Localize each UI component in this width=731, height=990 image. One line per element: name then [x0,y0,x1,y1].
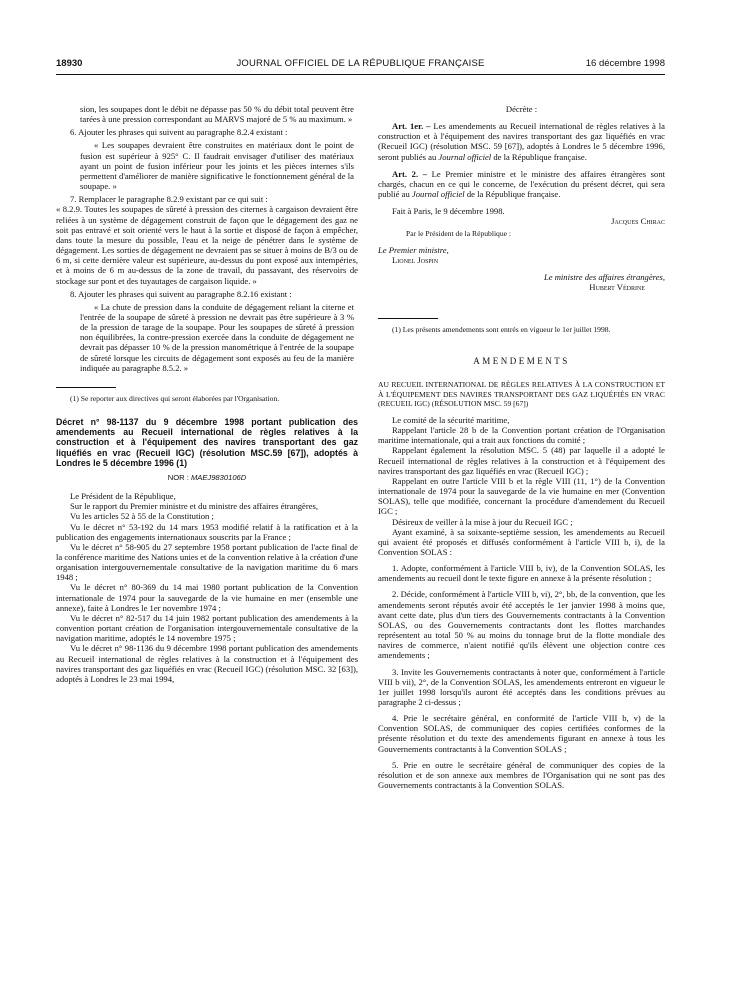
nor-label: NOR : [167,472,189,482]
operative-1: 1. Adopte, conformément à l'article VIII b, iv), de la Convention SOLAS, les amendements au recueil dont le texte figure en annexe à la présente résolution ; [378,563,665,584]
right-column [378,104,665,790]
journal-title: JOURNAL OFFICIEL DE LA RÉPUBLIQUE FRANÇAISE [236,58,485,69]
article-1: Art. 1er. – Les amendements au Recueil international de règles relatives à la construction et à l'équipement des navires transportant des gaz liquéfiés en vrac (Recueil IGC) (résolution MSC. 59 [67]), adoptés à Londres le 5 décembre 1996, seront publiés au Journal officiel de la République française. [378,121,665,162]
footnote-left: (1) Se reporter aux directives qui seront élaborées par l'Organisation. [70,393,280,403]
instruction-7: 7. Remplacer le paragraphe 8.2.9 existant par ce qui suit : [70,194,268,205]
nor-code: MAEJ9830106D [190,472,247,482]
article-2-label: Art. 2. – [392,168,428,179]
visa-decret-98-1136: Vu le décret n° 98-1136 du 9 décembre 1998 portant publication des amendements au Recueil international de règles relatives à la construction et à l'équipement des navires transportant des gaz liquéfiés en vrac (Recueil IGC) (résolution MSC. 32 [63]), adoptés à Londres le 23 mai 1994, [56,643,358,684]
nor-reference [56,473,358,483]
issue-date: 16 décembre 1998 [585,58,665,69]
footnote-right: (1) Les présents amendements sont entrés en vigueur le 1er juillet 1998. [392,325,611,335]
continued-paragraph: sion, les soupapes dont le débit ne dépasse pas 50 % du débit total peuvent être tarées à une pression correspondant au MARVS majoré de 5 % au maximum. » [80,104,354,125]
place-date: Fait à Paris, le 9 décembre 1998. [392,206,505,217]
recital-4: Désireux de veiller à la mise à jour du Recueil IGC ; [392,516,573,527]
recital-5: Ayant examiné, à sa soixante-septième session, les amendements au Recueil qui avaient été proposés et diffusés conformément à l'article VIII b, i), de la Convention SOLAS : [378,526,665,557]
article-1-label: Art. 1er. – [392,121,431,132]
operative-2: 2. Décide, conformément à l'article VIII b, vi), 2°, bb, de la convention, que les amendements seront réputés avoir été acceptés le 1er janvier 1998 à moins que, avant cette date, plus d'un tiers des Gouvernements contractants à la Convention SOLAS, ou des Gouvernements contractants dont les flottes marchandes représentent au total 50 % au moins du tonnage brut de la flotte mondiale des navires de commerce, n'aient notifié qu'ils élèvent une objection contre ces amendements ; [378,589,665,661]
page-number: 18930 [56,58,83,69]
decree-preamble: Le Président de la République, [70,491,176,502]
pm-title: Le Premier ministre, [378,244,449,255]
decree-title: Décret n° 98-1137 du 9 décembre 1998 portant publication des amendements au Recueil international de règles relatives à la construction et à l'équipement des navires transportant des gaz liquéfiés en vrac (Recueil IGC) (résolution MSC.59 [67]), adoptés à Londres le 5 décembre 1996 (1) [56,416,358,468]
visa-constitution: Vu les articles 52 à 55 de la Constitution ; [70,511,214,522]
operative-4: 4. Prie le secrétaire général, en conformité de l'article VIII b, v) de la Convention SOLAS, de communiquer des copies certifiées conformes de la présente résolution et du texte des amendements figurant en annexe à tous les Gouvernements contractants à la Convention SOLAS ; [378,713,665,754]
visa-report: Sur le rapport du Premier ministre et du ministre des affaires étrangères, [70,501,319,512]
amendments-title: AMENDEMENTS [473,356,570,367]
decrete-heading: Décrète : [505,104,538,114]
visa-decret-82-517: Vu le décret n° 82-517 du 14 juin 1982 portant publication des amendements à la convention portant création de l'organisation intergouvernementale consultative de la navigation maritime, adoptés le 14 novembre 1975 ; [56,612,358,644]
paragraph-8-2-9: « 8.2.9. Toutes les soupapes de sûreté à pression des citernes à cargaison devraient être reliées à un système de dégagement construit de façon que le dégagement des gaz ne soit pas entravé et soit orienté vers le haut à la sortie et disposé de façon à empêcher, dans toute la mesure du possible, l'eau et la neige de pénétrer dans le système de dégagement. Les sorties de dégagement ne devraient pas se situer à moins de B/3 ou de 6 m, si cette dernière valeur est supérieure, au-dessus du pont exposé aux intempéries, et à moins de 6 m au-dessus de la zone de travail, du passavant, des réservoirs de stockage sur pont et des tuyautages de cargaison liquide. » [56,204,358,286]
visa-decret-80-369: Vu le décret n° 80-369 du 14 mai 1980 portant publication de la Convention internationale de 1974 pour la sauvegarde de la vie humaine en mer (ensemble une annexe), faite à Londres le 1er novembre 1974 ; [56,582,358,613]
operative-5: 5. Prie en outre le secrétaire général de communiquer des copies de la résolution et de son annexe aux membres de l'Organisation qui ne sont pas des Gouvernements contractants à la Convention SOLAS. [378,759,665,791]
by-the-president: Par le Président de la République : [406,228,512,238]
visa-decret-53-192: Vu le décret n° 53-192 du 14 mars 1953 modifié relatif à la ratification et à la publication des engagements internationaux souscrits par la France ; [56,521,358,542]
signature-president: Jacques Chirac [611,216,665,227]
recital-3: Rappelant en outre l'article VIII b et la règle VIII (11, 1°) de la Convention internationale de 1974 pour la sauvegarde de la vie humaine en mer (Convention SOLAS), telle que modifiée, concernant la procédure d'amendement du Recueil IGC ; [378,475,665,517]
pm-name: Lionel Jospin [392,254,439,265]
committee-intro: Le comité de la sécurité maritime, [392,414,510,425]
operative-3: 3. Invite les Gouvernements contractants à noter que, conformément à l'article VIII b vii), 2°, de la Convention SOLAS, les amendements entreront en vigueur le 1er juillet 1998 lorsqu'ils auront été acceptés dans les conditions prévues au paragraphe 2 ci-dessus ; [378,666,665,708]
left-column [56,104,358,684]
page-header [56,58,665,72]
header-rule [56,74,665,75]
instruction-6: 6. Ajouter les phrases qui suivent au paragraphe 8.2.4 existant : [70,127,288,138]
amendments-subtitle: AU RECUEIL INTERNATIONAL DE RÈGLES RELATIVES À LA CONSTRUCTION ET À L'ÉQUIPEMENT DES NAVIRES TRANSPORTANT DES GAZ LIQUÉFIÉS EN VRAC (RECUEIL IGC) (RÉSOLUTION MSC. 59 [67]) [378,380,665,408]
quote-8-2-16: « La chute de pression dans la conduite de dégagement reliant la citerne et l'entrée de la soupape de sûreté à pression ne devrait pas être supérieure à 3 % de la pression de tarage de la soupape. Pour les soupapes de sûreté à pression non équilibrées, la contre-pression exercée dans la conduite de dégagement ne devrait pas dépasser 10 % de la pression manométrique à l'entrée de la soupape de sûreté lorsque les circuits de dégagement sont exposés au feu de la manière indiquée au paragraphe 8.5.2. » [80,301,354,373]
quote-8-2-4: « Les soupapes devraient être construites en matériaux dont le point de fusion est supérieur à 925° C. Il faudrait envisager d'utiliser des matériaux ayant un point de fusion inférieur pour les joints et les pièces internes s'ils permettent d'améliorer de manière significative le fonctionnement général de la soupape. » [80,140,354,192]
visa-decret-58-905: Vu le décret n° 58-905 du 27 septembre 1958 portant publication de l'acte final de la conférence maritime des Nations unies et de la convention relative à la création d'une organisation intergouvernementale consultative de la navigation maritime du 6 mars 1948 ; [56,541,358,583]
recital-1: Rappelant l'article 28 b de la Convention portant création de l'Organisation maritime internationale, qui a trait aux fonctions du comité ; [378,425,665,446]
instruction-8: 8. Ajouter les phrases qui suivent au paragraphe 8.2.16 existant : [70,288,292,299]
footnote-rule-right [378,318,438,319]
mae-title: Le ministre des affaires étrangères, [543,271,665,282]
footnote-rule [56,387,116,388]
mae-name: Hubert Védrine [589,282,645,293]
article-2: Art. 2. – Le Premier ministre et le ministre des affaires étrangères sont chargés, chacun en ce qui le concerne, de l'exécution du présent décret, qui sera publié au Journal officiel de la République française. [378,168,666,200]
recital-2: Rappelant également la résolution MSC. 5 (48) par laquelle il a adopté le Recueil international de règles relatives à la construction et à l'équipement des navires transportant des gaz liquéfiés en vrac (Recueil IGC) ; [378,445,665,476]
